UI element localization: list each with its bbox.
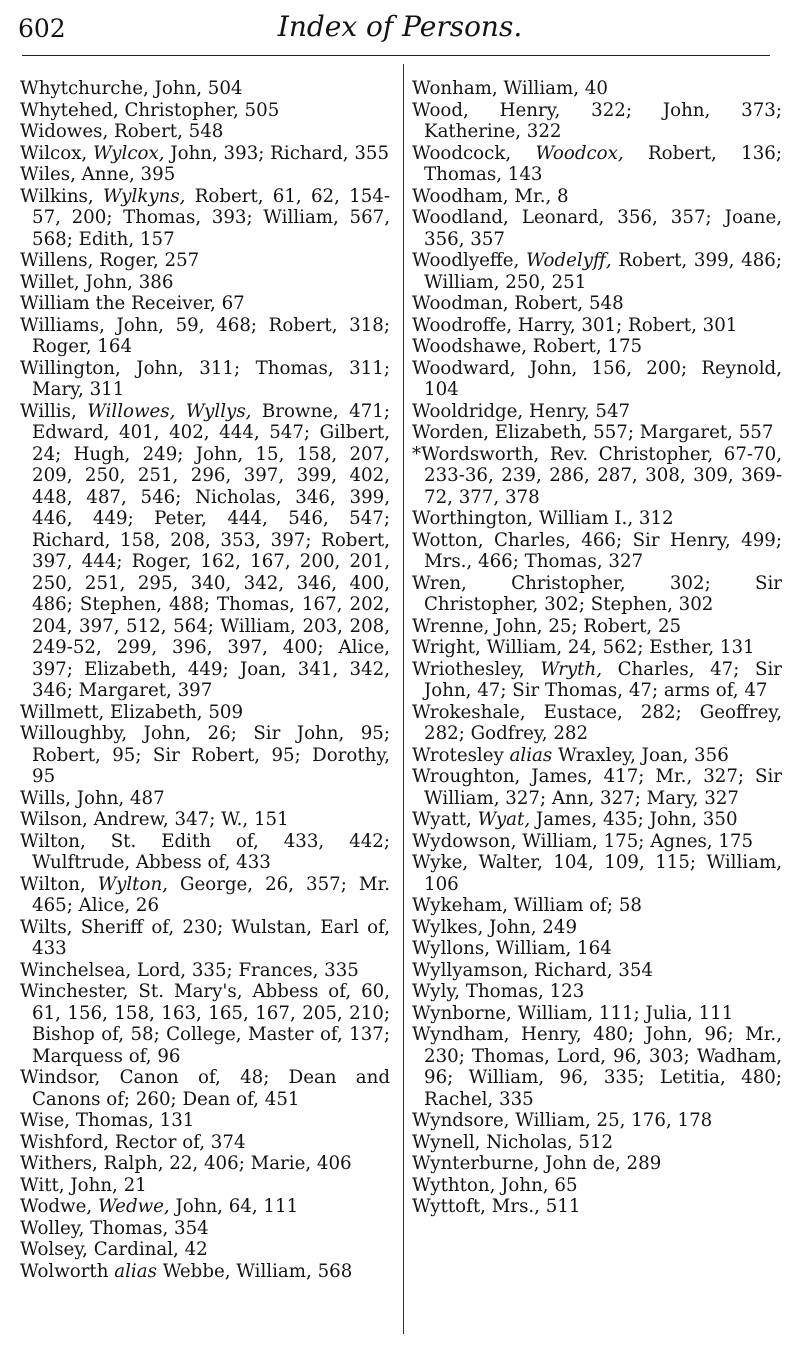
entry-variant-spelling: Wryth, — [540, 658, 602, 680]
entry-page-refs: Andrew, 347; W., 151 — [87, 809, 289, 830]
entry-page-refs: John, 25; Robert, 25 — [489, 615, 682, 637]
entry-page-refs: Robert, 399, 486; William, 250, 251 — [424, 250, 782, 293]
entry-name: Wilcox, — [20, 142, 88, 164]
entry-page-refs: Robert, 548 — [108, 121, 224, 142]
entry-page-refs: John, 393; Richard, 355 — [164, 142, 390, 164]
entry-name: Wonham, — [412, 78, 498, 99]
entry-page-refs: William, 164 — [489, 938, 612, 959]
index-entry — [412, 444, 782, 509]
entry-name: Wynell, — [412, 1131, 481, 1153]
index-entry — [20, 1067, 390, 1110]
entry-name: Wolsey, — [20, 1239, 88, 1260]
index-entry — [412, 207, 782, 250]
index-entry — [20, 1153, 390, 1175]
entry-page-refs: Ralph, 22, 406; Marie, 406 — [97, 1153, 352, 1174]
index-entry — [412, 1153, 782, 1175]
index-entry — [20, 164, 390, 186]
entry-name: Willens, — [20, 250, 94, 271]
index-entry — [412, 1003, 782, 1025]
index-entry — [412, 1132, 782, 1154]
entry-page-refs: Henry, 322; John, 373; Katherine, 322 — [424, 99, 782, 142]
index-entry — [412, 293, 782, 315]
entry-page-refs: William I., 312 — [533, 508, 674, 529]
entry-page-refs: Sheriff of, 230; Wulstan, Earl of, 433 — [32, 916, 390, 959]
entry-name: *Wordsworth, — [412, 443, 540, 465]
entry-name: Woodland, — [412, 207, 509, 228]
index-entry — [20, 1239, 390, 1261]
entry-page-refs: Christopher, 302; Sir Christopher, 302; Stephen, 302 — [424, 572, 782, 615]
index-entry — [412, 250, 782, 293]
entry-name: Wyllyamson, — [412, 959, 529, 981]
entry-name: Wynterburne, — [412, 1153, 540, 1174]
entry-name: Willoughby, — [20, 723, 128, 744]
index-entry — [412, 766, 782, 809]
index-entry — [20, 702, 390, 724]
entry-page-refs: John de, 289 — [539, 1153, 662, 1174]
index-entry — [20, 272, 390, 294]
entry-page-refs: Thomas, 131 — [70, 1110, 195, 1131]
entry-name: Woodlyeffe, — [412, 250, 520, 271]
index-entry — [20, 358, 390, 401]
index-entry — [20, 723, 390, 788]
entry-name: Windsor, — [20, 1067, 101, 1088]
index-entry — [412, 637, 782, 659]
entry-page-refs: John, 487 — [70, 787, 165, 809]
entry-name: Wolley, — [20, 1217, 85, 1239]
entry-page-refs: William of; 58 — [507, 895, 642, 916]
entry-name: Whytehed, — [20, 99, 119, 121]
entry-name: Wolworth — [20, 1260, 109, 1282]
index-entry — [412, 358, 782, 401]
index-entry — [20, 250, 390, 272]
index-entry — [412, 895, 782, 917]
index-entry — [412, 1196, 782, 1218]
entry-name: Worthington, — [412, 508, 534, 529]
entry-name: Wrotesley — [412, 744, 504, 766]
index-entry — [412, 616, 782, 638]
entry-name: Wyllons, — [412, 938, 490, 959]
entry-page-refs: Christopher, 505 — [118, 99, 280, 121]
entry-name: Wyttoft, — [412, 1196, 486, 1217]
entry-name: Wills, — [20, 787, 71, 809]
index-entry — [412, 1110, 782, 1132]
index-entry — [20, 78, 390, 100]
entry-name: Wyke, — [412, 852, 469, 873]
index-entry — [412, 1175, 782, 1197]
entry-name: William the Receiver, — [20, 293, 216, 314]
index-entry — [20, 1196, 390, 1218]
entry-page-refs: Anne, 395 — [75, 164, 176, 185]
index-entry — [412, 422, 782, 444]
entry-name: Whytchurche, — [20, 78, 149, 99]
page-number: 602 — [18, 14, 66, 43]
column-divider — [403, 64, 404, 1334]
index-entry — [20, 293, 390, 315]
index-entry — [412, 831, 782, 853]
index-entry — [20, 143, 390, 165]
entry-name: Woodroffe, — [412, 314, 513, 336]
page-header — [0, 0, 800, 70]
index-entry — [20, 1132, 390, 1154]
entry-name: Wren, — [412, 572, 467, 594]
entry-name: Witt, — [20, 1174, 65, 1196]
entry-page-refs: John, 65 — [495, 1174, 578, 1196]
entry-page-refs: Elizabeth, 509 — [104, 701, 244, 723]
entry-page-refs: Cardinal, 42 — [87, 1239, 208, 1260]
entry-page-refs: Charles, 47; Sir John, 47; Sir Thomas, 47; arms of, 47 — [424, 658, 782, 701]
entry-name: Wythton, — [412, 1174, 496, 1196]
index-entry — [412, 508, 782, 530]
index-entry — [412, 981, 782, 1003]
entry-page-refs: 67 — [215, 293, 245, 314]
entry-name: Wilton, — [20, 830, 86, 852]
entry-page-refs: Henry, 547 — [523, 400, 631, 422]
entry-name: Wrenne, — [412, 615, 490, 637]
entry-name: Winchester, — [20, 981, 129, 1002]
index-entry — [412, 401, 782, 423]
entry-name: Wright, — [412, 637, 481, 658]
entry-variant-spelling: Wedwe, — [97, 1196, 170, 1217]
entry-page-refs: William, 25, 176, 178 — [509, 1110, 713, 1131]
entry-variant-spelling: Wyat, — [477, 809, 531, 830]
entry-name: Wynborne, — [412, 1002, 512, 1024]
entry-name: Wishford, — [20, 1131, 110, 1153]
entry-page-refs: John, 59, 468; Robert, 318; Roger, 164 — [32, 314, 390, 357]
entry-name: Wyatt, — [412, 809, 472, 830]
index-entry — [20, 1218, 390, 1240]
index-entry — [20, 401, 390, 702]
entry-page-refs: John, 504 — [148, 78, 243, 99]
index-entry — [412, 78, 782, 100]
entry-name: Wilson, — [20, 809, 88, 830]
entry-page-refs: Webbe, William, 568 — [156, 1260, 353, 1282]
index-entry — [20, 874, 390, 917]
entry-page-refs: Thomas, 123 — [460, 981, 585, 1002]
index-entry — [412, 809, 782, 831]
entry-page-refs: Roger, 257 — [93, 250, 200, 271]
entry-name: Winchelsea, — [20, 959, 132, 981]
index-entry — [20, 788, 390, 810]
entry-page-refs: Wraxley, Joan, 356 — [552, 744, 729, 766]
index-entry — [412, 938, 782, 960]
index-entry — [20, 917, 390, 960]
entry-page-refs: Browne, 471; Edward, 401, 402, 444, 547; Gilbert, 24; Hugh, 249; John, 15, 158, 207, 209, 250, 251, 296, 397, 399, 402, 448, 487, 546; Nicholas, 346, 399, 446, 449; Peter, 444, 546, 547; Richard, 158, 208, 353, 397; Robert, 397, 444; Roger, 162, 167, 200, 201, 250, 251, 295, 340, 342, 346, 400, 486; Stephen, 488; Thomas, 167, 202, 204, 397, 512, 564; William, 203, 208, 249-52, 299, 396, 397, 400; Alice, 397; Elizabeth, 449; Joan, 341, 342, 346; Margaret, 397 — [32, 400, 390, 701]
entry-name: Wise, — [20, 1110, 71, 1131]
index-entry — [412, 530, 782, 573]
index-entry — [412, 917, 782, 939]
entry-page-refs: John, 64, 111 — [169, 1196, 299, 1217]
index-entry — [20, 1261, 390, 1283]
entry-name: Wriothesley, — [412, 658, 525, 680]
entry-name: Wyndham, — [412, 1024, 510, 1045]
index-entry — [412, 659, 782, 702]
entry-name: Wilkins, — [20, 185, 94, 207]
entry-page-refs: John, 386 — [79, 271, 174, 293]
entry-page-refs: St. Edith of, 433, 442; Wulftrude, Abbess of, 433 — [32, 830, 390, 873]
entry-name: Woodward, — [412, 357, 516, 379]
entry-page-refs: Robert, 61, 62, 154-57, 200; Thomas, 393; William, 567, 568; Edith, 157 — [32, 185, 390, 250]
index-entry — [20, 1175, 390, 1197]
entry-page-refs: Elizabeth, 557; Margaret, 557 — [489, 422, 774, 443]
entry-name: Wiles, — [20, 164, 76, 185]
index-entry — [20, 100, 390, 122]
entry-page-refs: Robert, 548 — [508, 293, 624, 314]
entry-variant-spelling: Wodelyff, — [526, 250, 612, 271]
entry-page-refs: William, 175; Agnes, 175 — [516, 830, 754, 852]
index-entry — [412, 1024, 782, 1110]
entry-name: Wood, — [412, 99, 469, 121]
entry-page-refs: Eustace, 282; Geoffrey, 282; Godfrey, 282 — [424, 701, 782, 744]
entry-name: Willmett, — [20, 701, 105, 723]
entry-name: Wyly, — [412, 981, 461, 1002]
entry-page-refs: Harry, 301; Robert, 301 — [512, 314, 738, 336]
index-entry — [412, 336, 782, 358]
entry-page-refs: James, 417; Mr., 327; Sir William, 327; Ann, 327; Mary, 327 — [424, 766, 782, 809]
entry-page-refs: Mr., 8 — [508, 185, 569, 207]
entry-name: Widowes, — [20, 121, 109, 142]
entry-page-refs: George, 26, 357; Mr. 465; Alice, 26 — [32, 873, 390, 916]
entry-page-refs: Walter, 104, 109, 115; William, 106 — [424, 852, 782, 895]
entry-name: Willington, — [20, 357, 121, 379]
entry-page-refs: Leonard, 356, 357; Joane, 356, 357 — [424, 207, 782, 250]
index-entry — [20, 981, 390, 1067]
entry-page-refs: John, 249 — [483, 916, 578, 938]
index-entry — [412, 186, 782, 208]
entry-page-refs: Nicholas, 512 — [480, 1131, 614, 1153]
entry-name: Withers, — [20, 1153, 98, 1174]
index-entry — [412, 573, 782, 616]
entry-name: Willis, — [20, 400, 77, 422]
entry-page-refs: Henry, 480; John, 96; Mr., 230; Thomas, Lord, 96, 303; Wadham, 96; William, 96, 335; Letitia, 480; Rachel, 335 — [424, 1024, 782, 1110]
entry-page-refs: Mrs., 511 — [485, 1196, 581, 1217]
entry-name: Wykeham, — [412, 895, 508, 916]
entry-name: Woodshawe, — [412, 336, 528, 357]
index-entry — [20, 1110, 390, 1132]
index-entry — [412, 745, 782, 767]
entry-page-refs: John, 21 — [64, 1174, 147, 1196]
entry-page-refs: St. Mary's, Abbess of, 60, 61, 156, 158, 163, 165, 167, 205, 210; Bishop of, 58; College, Master of, 137; Marquess of, 96 — [32, 981, 390, 1067]
index-entry — [412, 315, 782, 337]
entry-name: Wylkes, — [412, 916, 484, 938]
entry-page-refs: William, 24, 562; Esther, 131 — [480, 637, 755, 658]
entry-page-refs: John, 26; Sir John, 95; Robert, 95; Sir Robert, 95; Dorothy, 95 — [32, 723, 390, 787]
entry-variant-spelling: alias — [509, 744, 553, 766]
index-entry — [412, 143, 782, 186]
index-entry — [412, 852, 782, 895]
entry-name: Williams, — [20, 314, 105, 336]
entry-name: Wotton, — [412, 529, 484, 551]
entry-page-refs: John, 156, 200; Reynold, 104 — [424, 357, 782, 400]
index-entry — [20, 315, 390, 358]
index-entry — [412, 702, 782, 745]
index-entry — [20, 831, 390, 874]
entry-name: Willet, — [20, 271, 80, 293]
entry-name: Wroughton, — [412, 766, 521, 787]
entry-variant-spelling: Willowes, Wyllys, — [87, 400, 252, 422]
entry-page-refs: James, 435; John, 350 — [530, 809, 738, 830]
entry-page-refs: Canon of, 48; Dean and Canons of; 260; Dean of, 451 — [32, 1067, 390, 1110]
entry-variant-spelling: Wylton, — [97, 873, 168, 895]
index-entry — [412, 100, 782, 143]
entry-page-refs: William, 40 — [497, 78, 608, 99]
entry-page-refs: Charles, 466; Sir Henry, 499; Mrs., 466; Thomas, 327 — [424, 529, 782, 572]
entry-name: Woodham, — [412, 185, 509, 207]
entry-name: Woodman, — [412, 293, 509, 314]
entry-name: Wilts, — [20, 916, 73, 938]
index-column-left — [20, 78, 390, 1282]
entry-page-refs: Lord, 335; Frances, 335 — [131, 959, 359, 981]
entry-page-refs: John, 311; Thomas, 311; Mary, 311 — [32, 357, 390, 400]
entry-name: Wrokeshale, — [412, 701, 526, 723]
entry-page-refs: Robert, 175 — [527, 336, 643, 357]
index-entry — [20, 960, 390, 982]
entry-page-refs: Rev. Christopher, 67-70, 233-36, 239, 286, 287, 308, 309, 369-72, 377, 378 — [424, 443, 782, 508]
index-entry — [412, 960, 782, 982]
index-entry — [20, 121, 390, 143]
header-rule — [22, 55, 770, 56]
entry-page-refs: Thomas, 354 — [84, 1217, 209, 1239]
entry-name: Worden, — [412, 422, 490, 443]
entry-variant-spelling: Wylkyns, — [102, 185, 186, 207]
entry-page-refs: Rector of, 374 — [109, 1131, 246, 1153]
entry-variant-spelling: Woodcox, — [535, 142, 624, 164]
index-entry — [20, 186, 390, 251]
entry-variant-spelling: alias — [114, 1260, 157, 1282]
index-entry — [20, 809, 390, 831]
index-column-right — [412, 78, 782, 1218]
entry-page-refs: Robert, 136; Thomas, 143 — [424, 142, 782, 185]
entry-page-refs: William, 111; Julia, 111 — [511, 1002, 734, 1024]
entry-name: Wilton, — [20, 873, 86, 895]
entry-page-refs: Richard, 354 — [528, 959, 654, 981]
entry-name: Woodcock, — [412, 142, 512, 164]
entry-name: Wydowson, — [412, 830, 517, 852]
page-title: Index of Persons. — [277, 10, 523, 43]
entry-name: Wodwe, — [20, 1196, 93, 1217]
entry-name: Wyndsore, — [412, 1110, 510, 1131]
entry-name: Wooldridge, — [412, 400, 524, 422]
entry-variant-spelling: Wylcox, — [92, 142, 165, 164]
